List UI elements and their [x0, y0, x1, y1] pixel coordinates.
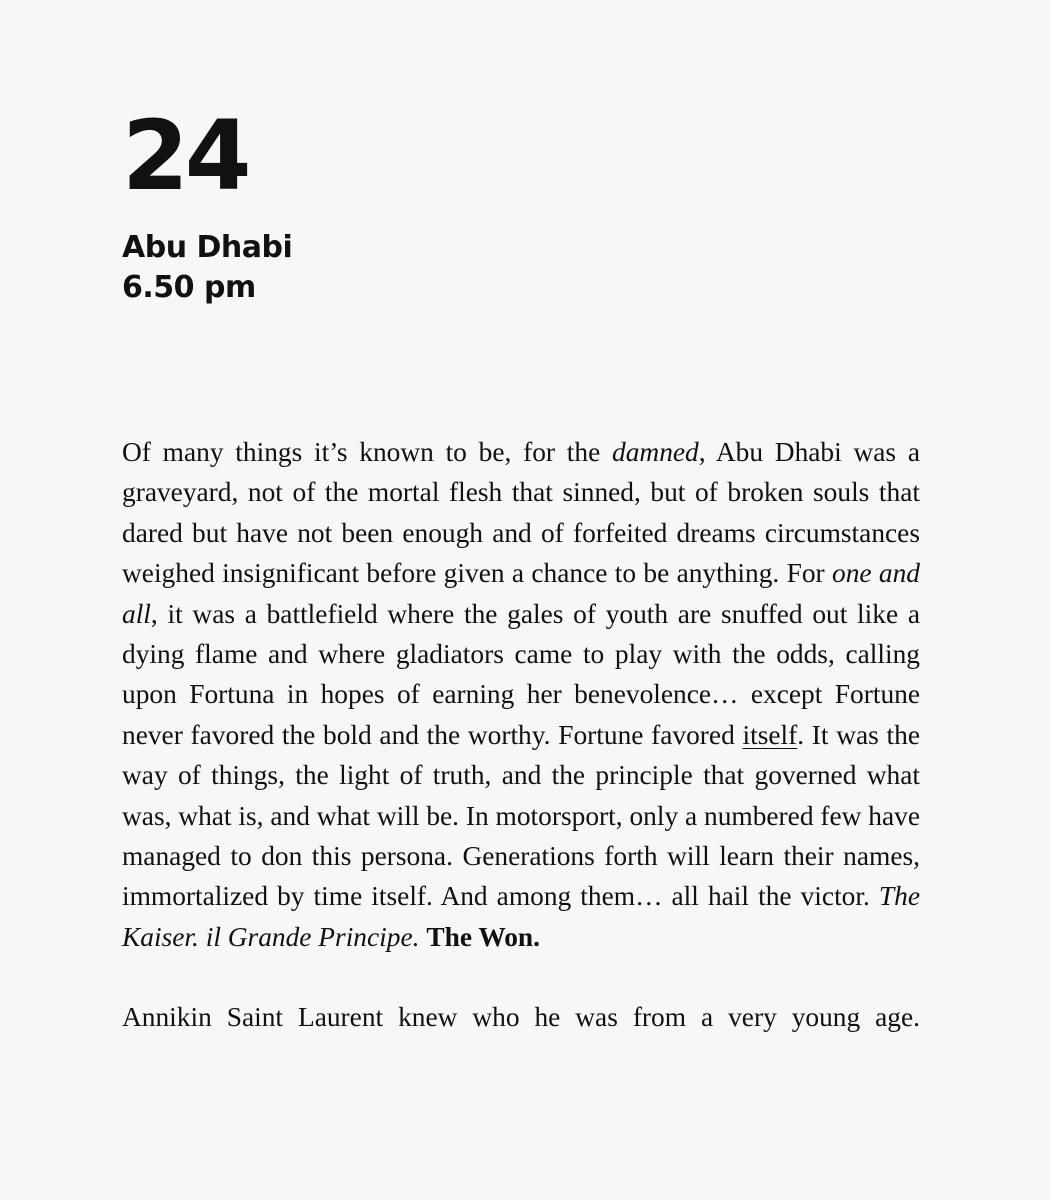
chapter-location: Abu Dhabi [122, 230, 293, 265]
paragraph-1 [122, 432, 920, 957]
underlined-itself: itself [742, 719, 798, 750]
emphasis-damned: damned [612, 437, 699, 467]
emphasis-one-and-all: one and all [122, 558, 920, 629]
chapter-body [122, 432, 920, 1038]
chapter-heading [122, 228, 292, 308]
bold-the-won: The Won. [426, 921, 541, 952]
emphasis-titles: The Kaiser. il Grande Principe. [122, 881, 920, 952]
chapter-time: 6.50 pm [122, 270, 256, 305]
paragraph-2: Annikin Saint Laurent knew who he was from a very young age. [122, 1002, 920, 1033]
paragraph-1-text-3: , it was a battlefield where the gales of youth are snuffed out like a dying flame and where gladiators came to play with the odds, calling upon Fortuna in hopes of earning her benevolence… except Fortune never favored the bold and the worthy. Fortune favored [122, 598, 920, 750]
paragraph-1-text-1: Of many things it’s known to be, for the [122, 437, 613, 467]
chapter-number: 24 [122, 100, 248, 212]
paragraph-1-text-2: , Abu Dhabi was a graveyard, not of the mortal flesh that sinned, but of broken souls that dared but have not been enough and of forfeited dreams circumstances weighed insignificant before given a chance to be anything. For [122, 437, 921, 589]
paragraph-1-text-4: . It was the way of things, the light of truth, and the principle that governed what was, what is, and what will be. In motorsport, only a numbered few have managed to don this persona. Generations forth will learn their names, immortalized by time itself. And among them… all hail the victor. [122, 719, 920, 912]
